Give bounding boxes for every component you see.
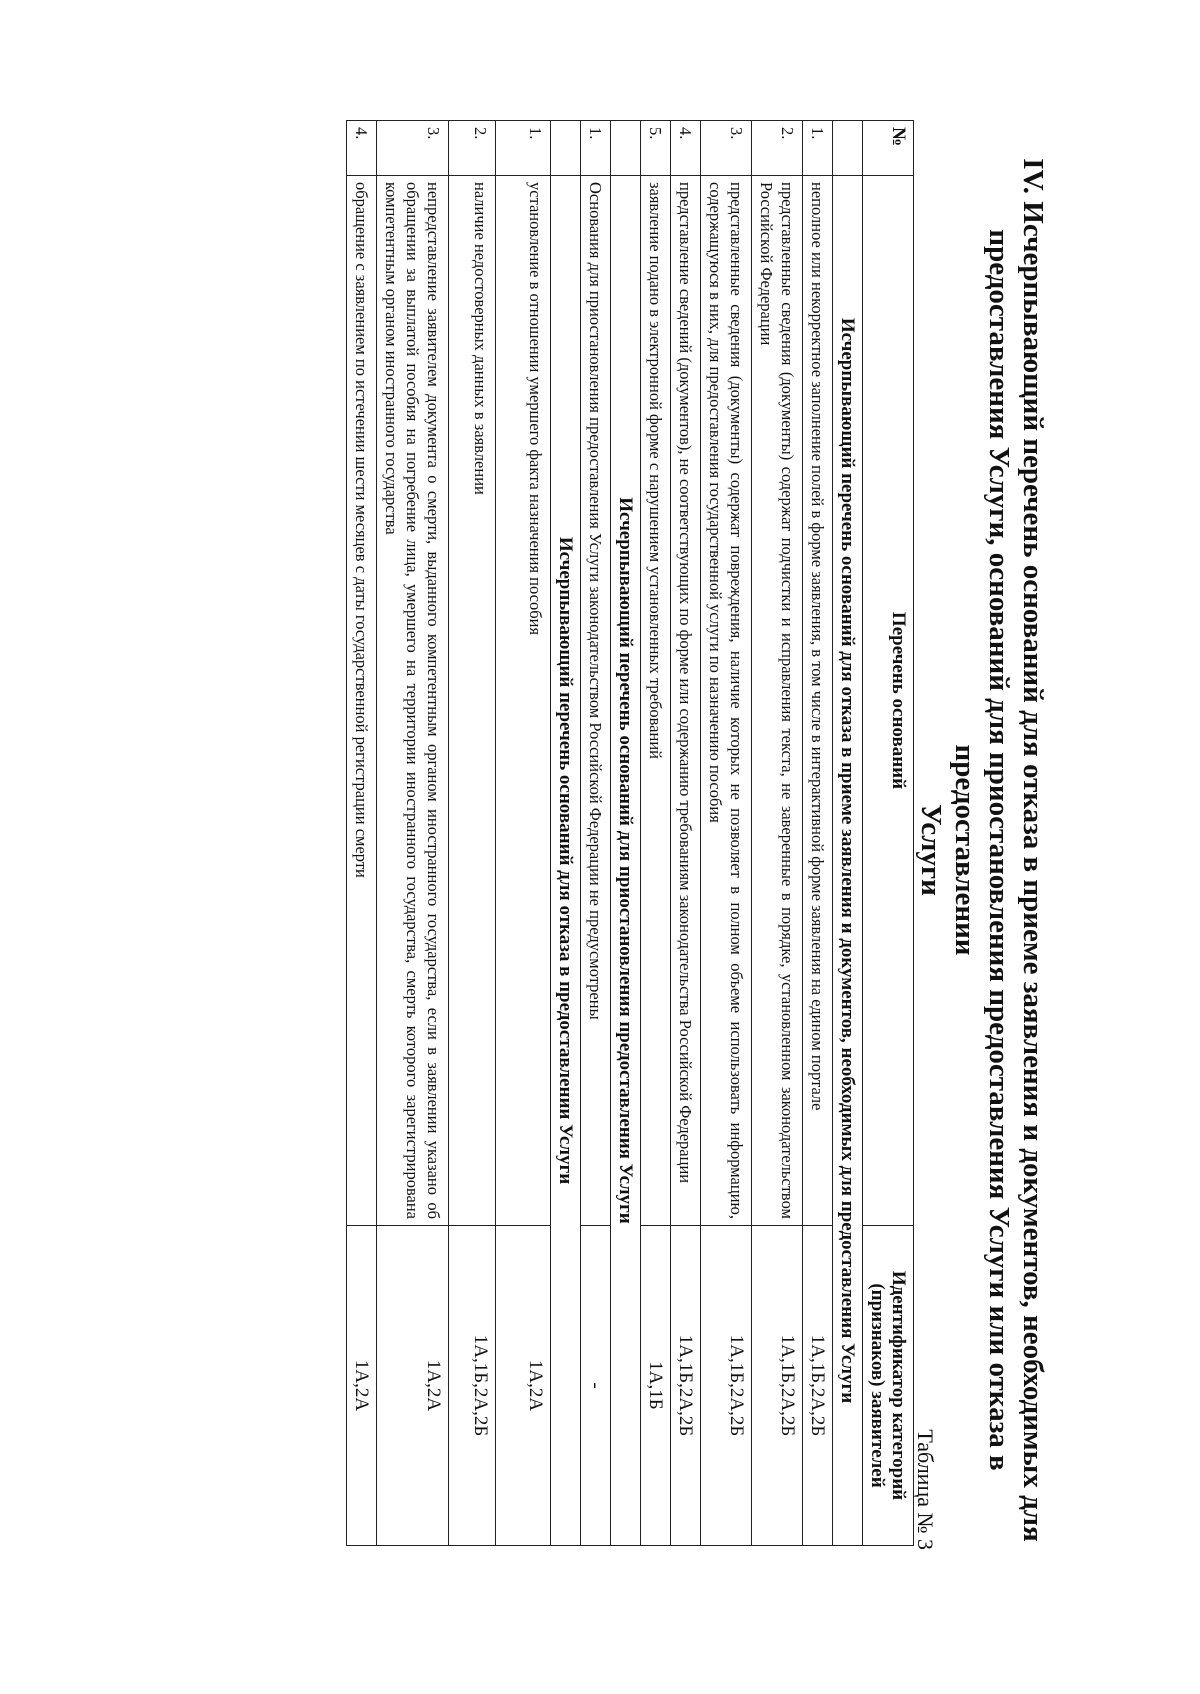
row-ids: 1А,2А <box>377 1226 449 1546</box>
section-row <box>611 121 641 1546</box>
section-title: Исчерпывающий перечень оснований для отказа в приеме заявления и документов, необходимых для предоставления Услуги <box>833 176 863 1546</box>
section-num-cell <box>551 121 581 176</box>
section-num-cell <box>833 121 863 176</box>
row-text: неполное или некорректное заполнение полей в форме заявления, в том числе в интерактивной форме заявления на едином портале <box>803 176 833 1226</box>
row-num: 3. <box>377 121 449 176</box>
row-num: 4. <box>347 121 377 176</box>
section-title: Исчерпывающий перечень оснований для отказа в предоставлении Услуги <box>551 176 581 1546</box>
row-ids: 1А,1Б,2А,2Б <box>671 1226 701 1546</box>
row-text: заявление подано в электронной форме с нарушением установленных требований <box>641 176 671 1226</box>
table-row <box>449 121 496 1546</box>
row-ids: 1А,1Б,2А,2Б <box>701 1226 752 1546</box>
section-row <box>551 121 581 1546</box>
row-num: 1. <box>803 121 833 176</box>
row-text: установление в отношении умершего факта назначения пособия <box>496 176 551 1226</box>
row-num: 2. <box>752 121 803 176</box>
section-num-cell <box>611 121 641 176</box>
title-line: IV. Исчерпывающий перечень оснований для отказа в приеме заявления и документов, необходимых для <box>1017 158 1049 1542</box>
row-text: представленные сведения (документы) содержат подчистки и исправления текста, не заверенные в порядке, установленном законодательством Российской Федерации <box>752 176 803 1226</box>
table-row <box>377 121 449 1546</box>
document-title <box>914 150 1050 1550</box>
row-ids: 1А,2А <box>347 1226 377 1546</box>
row-text: обращение с заявлением по истечении шести месяцев с даты государственной регистрации смерти <box>347 176 377 1226</box>
header-num: № <box>863 121 914 176</box>
row-text: наличие недостоверных данных в заявлении <box>449 176 496 1226</box>
table-row <box>671 121 701 1546</box>
reasons-table <box>346 120 914 1546</box>
row-num: 5. <box>641 121 671 176</box>
header-ids: Идентификатор категорий (признаков) заявителей <box>863 1226 914 1546</box>
table-row <box>752 121 803 1546</box>
row-text: представленные сведения (документы) содержат повреждения, наличие которых не позволяет в полном объеме использовать информацию, содержащуюся в них, для предоставления государственной услуги по назначению пособия <box>701 176 752 1226</box>
row-text: представление сведений (документов), не соответствующих по форме или содержанию требованиям законодательства Российской Федерации <box>671 176 701 1226</box>
row-ids: 1А,1Б <box>641 1226 671 1546</box>
row-ids: 1А,2А <box>496 1226 551 1546</box>
table-row <box>803 121 833 1546</box>
table-row <box>641 121 671 1546</box>
title-line: предоставления Услуги, оснований для приостановления предоставления Услуги или отказа в предоставлении <box>949 229 1015 1471</box>
header-reasons: Перечень оснований <box>863 176 914 1226</box>
row-num: 4. <box>671 121 701 176</box>
row-ids: 1А,1Б,2А,2Б <box>752 1226 803 1546</box>
section-row <box>833 121 863 1546</box>
table-header-row <box>863 121 914 1546</box>
title-line: Услуги <box>915 804 947 896</box>
row-ids: - <box>581 1226 611 1546</box>
table-row <box>496 121 551 1546</box>
table-row <box>701 121 752 1546</box>
row-ids: 1А,1Б,2А,2Б <box>449 1226 496 1546</box>
row-ids: 1А,1Б,2А,2Б <box>803 1226 833 1546</box>
row-text: непредставление заявителем документа о смерти, выданного компетентным органом иностранного государства, если в заявлении указано об обращении за выплатой пособия на погребение лица, умершего на территории иностранного государства, смерть которого зарегистрирована компетентным органом иностранного государства <box>377 176 449 1226</box>
row-text: Основания для приостановления предоставления Услуги законодательством Российской Федерации не предусмотрены <box>581 176 611 1226</box>
row-num: 1. <box>496 121 551 176</box>
row-num: 2. <box>449 121 496 176</box>
row-num: 1. <box>581 121 611 176</box>
row-num: 3. <box>701 121 752 176</box>
section-title: Исчерпывающий перечень оснований для приостановления предоставления Услуги <box>611 176 641 1546</box>
table-row <box>581 121 611 1546</box>
table-row <box>347 121 377 1546</box>
table-label: Таблица № 3 <box>913 1429 938 1550</box>
